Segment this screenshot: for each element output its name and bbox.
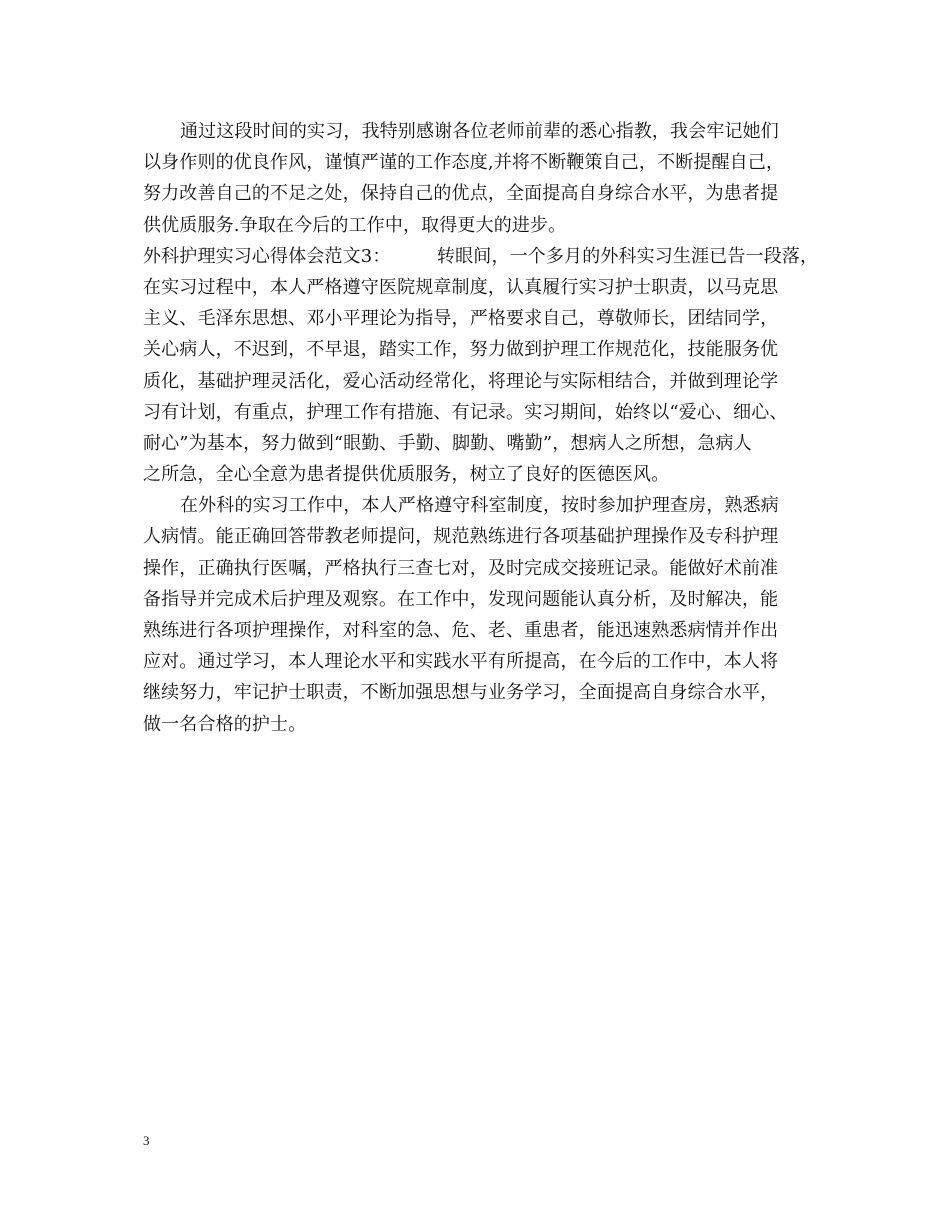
text-line: 质化，基础护理灵活化，爱心活动经常化，将理论与实际相结合，并做到理论学 [143, 370, 779, 392]
section-heading: 外科护理实习心得体会范文3： [143, 245, 391, 267]
section-first-line: 转眼间，一个多月的外科实习生涯已告一段落， [437, 245, 819, 267]
document-body [143, 116, 833, 740]
text-line: 在外科的实习工作中，本人严格遵守科室制度，按时参加护理查房，熟悉病 [180, 495, 779, 517]
paragraph-surgery-practice [143, 490, 833, 740]
text-line: 熟练进行各项护理操作，对科室的急、危、老、重患者，能迅速熟悉病情并作出 [143, 620, 779, 641]
page-number: 3 [143, 1133, 150, 1148]
text-line: 人病情。能正确回答带教老师提问，规范熟练进行各项基础护理操作及专科护理 [143, 526, 779, 548]
section-heading-line [143, 241, 833, 272]
text-line: 关心病人，不迟到，不早退，踏实工作，努力做到护理工作规范化，技能服务优 [143, 339, 779, 361]
paragraph-essay-3 [143, 241, 833, 491]
text-line: 努力改善自己的不足之处，保持自己的优点，全面提高自身综合水平，为患者提 [143, 183, 779, 205]
text-line: 主义、毛泽东思想、邓小平理论为指导，严格要求自己，尊敬师长，团结同学， [143, 308, 779, 330]
text-line: 之所急，全心全意为患者提供优质服务，树立了良好的医德医风。 [143, 464, 670, 486]
text-line: 备指导并完成术后护理及观察。在工作中，发现问题能认真分析，及时解决，能 [143, 588, 779, 610]
text-line: 以身作则的优良作风，谨慎严谨的工作态度,并将不断鞭策自己，不断提醒自己， [143, 152, 785, 174]
text-line: 操作，正确执行医嘱，严格执行三查七对，及时完成交接班记录。能做好术前准 [143, 557, 779, 579]
text-line: 通过这段时间的实习，我特别感谢各位老师前辈的悉心指教，我会牢记她们 [180, 121, 779, 142]
text-line: 耐心”为基本，努力做到“眼勤、手勤、脚勤、嘴勤”，想病人之所想，急病人 [143, 432, 752, 454]
text-line: 供优质服务.争取在今后的工作中，取得更大的进步。 [143, 214, 567, 236]
paragraph-gratitude [143, 116, 833, 241]
text-line: 应对。通过学习，本人理论水平和实践水平有所提高，在今后的工作中，本人将 [143, 651, 779, 673]
text-line: 习有计划，有重点，护理工作有措施、有记录。实习期间，始终以“爱心、细心、 [143, 401, 788, 423]
text-line: 做一名合格的护士。 [143, 713, 307, 735]
text-line: 在实习过程中，本人严格遵守医院规章制度，认真履行实习护士职责，以马克思 [143, 276, 779, 298]
text-line: 继续努力，牢记护士职责，不断加强思想与业务学习，全面提高自身综合水平， [143, 682, 779, 704]
